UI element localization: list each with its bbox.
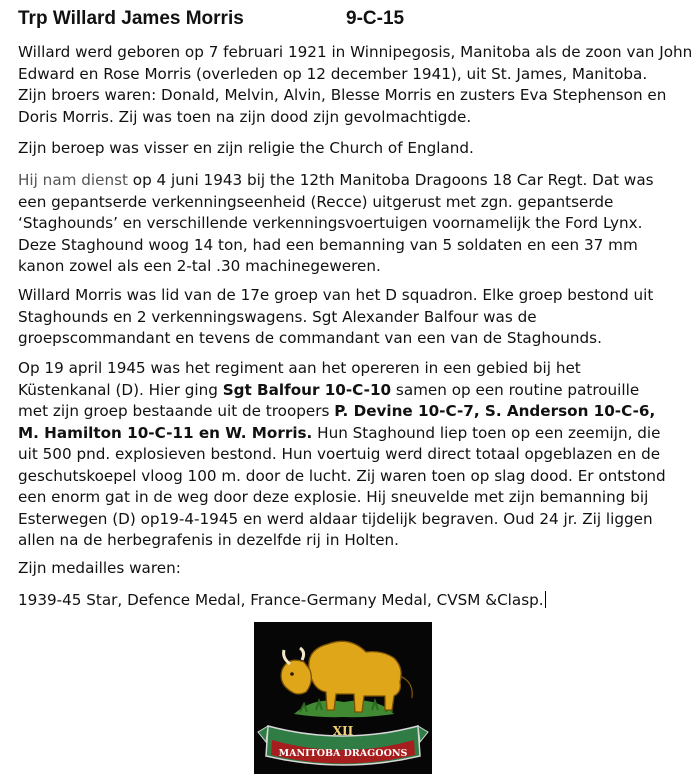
paragraph-death — [18, 358, 698, 552]
grave-code: 9-C-15 — [346, 8, 405, 29]
text-line: Op 19 april 1945 was het regiment aan het opereren in een gebied bij het — [18, 359, 581, 377]
text-line — [18, 170, 698, 192]
text-line: een gepantserde verkenningseenheid (Recce) uitgerust met zgn. gepantserde — [18, 192, 614, 211]
text-line: Deze Staghound woog 14 ton, had een bemanning van 5 soldaten en een 37 mm — [18, 235, 638, 254]
text-run-bold: P. Devine 10-C-7, S. Anderson 10-C-6, — [334, 402, 656, 420]
text-run-bold: Sgt Balfour 10-C-10 — [222, 380, 392, 399]
text-run: 1939-45 Star, Defence Medal, France-Germany Medal, CVSM &Clasp. — [18, 591, 544, 609]
paragraph-squadron — [18, 285, 698, 350]
text-line: kanon zowel als een 2-tal .30 machinegeweren. — [18, 257, 381, 275]
paragraph-medals-heading — [18, 558, 698, 580]
text-run-bold: M. Hamilton 10-C-11 en W. Morris. — [18, 423, 313, 442]
text-line: Esterwegen (D) op19-4-1945 en werd aldaar tijdelijk begraven. Oud 24 jr. Zij liggen — [18, 509, 653, 528]
text-cursor — [545, 591, 546, 608]
text-line: Edward en Rose Morris (overleden op 12 december 1941), uit St. James, Manitoba. — [18, 64, 648, 83]
text-run: samen op een routine patrouille — [391, 380, 640, 399]
text-line: Willard Morris was lid van de 17e groep van het D squadron. Elke groep bestond uit — [18, 286, 654, 304]
badge-scroll-text: MANITOBA DRAGOONS — [278, 748, 408, 759]
page-title — [18, 8, 405, 30]
soldier-name: Trp Willard James Morris — [18, 8, 244, 29]
text-line: allen na de herbegrafenis in dezelfde rij in Holten. — [18, 531, 400, 549]
text-run: met zijn groep bestaande uit de troopers — [18, 402, 335, 420]
paragraph-profession — [18, 138, 698, 160]
text-run: Küstenkanal (D). Hier ging — [18, 380, 223, 399]
text-run: op 4 juni 1943 bij the 12th Manitoba Dragoons 18 Car Regt. Dat was — [132, 171, 654, 189]
badge-numeral: XII — [332, 724, 354, 738]
grass-mound — [294, 701, 394, 718]
text-line: groepscommandant en tevens de commandant van een van de Staghounds. — [18, 329, 602, 347]
text-line: een enorm gat in de weg door deze explosie. Hij sneuvelde met zijn bemanning bij — [18, 488, 649, 506]
text-line — [18, 590, 698, 612]
text-line — [18, 380, 698, 402]
text-line: geschutskoepel vloog 100 m. door de lucht. Zij waren toen op slag dood. Er ontstond — [18, 466, 666, 485]
paragraph-birth — [18, 42, 698, 128]
text-line: Willard werd geboren op 7 februari 1921 in Winnipegosis, Manitoba als de zoon van John — [18, 43, 693, 61]
text-line: ‘Staghounds’ en verschillende verkenningsvoertuigen voornamelijk the Ford Lynx. — [18, 214, 643, 232]
text-line: Staghounds en 2 verkenningswagens. Sgt Alexander Balfour was de — [18, 307, 537, 326]
text-line — [18, 423, 698, 445]
text-line: Zijn broers waren: Donald, Melvin, Alvin, Blesse Morris en zusters Eva Stephenson en — [18, 86, 667, 104]
regiment-badge-image — [254, 622, 432, 774]
text-line: Zijn beroep was visser en zijn religie the Church of England. — [18, 139, 474, 157]
text-line: uit 500 pnd. explosieven bestond. Hun voertuig werd direct totaal opgeblazen en de — [18, 445, 661, 463]
text-line: Zijn medailles waren: — [18, 559, 181, 577]
text-line — [18, 401, 698, 423]
text-run: Hij nam dienst — [18, 171, 133, 189]
paragraph-enlistment — [18, 170, 698, 278]
bison-emblem — [281, 641, 412, 712]
paragraph-medals — [18, 590, 698, 612]
text-run: Hun Staghound liep toen op een zeemijn, die — [312, 423, 661, 442]
text-line: Doris Morris. Zij was toen na zijn dood zijn gevolmachtigde. — [18, 107, 472, 126]
